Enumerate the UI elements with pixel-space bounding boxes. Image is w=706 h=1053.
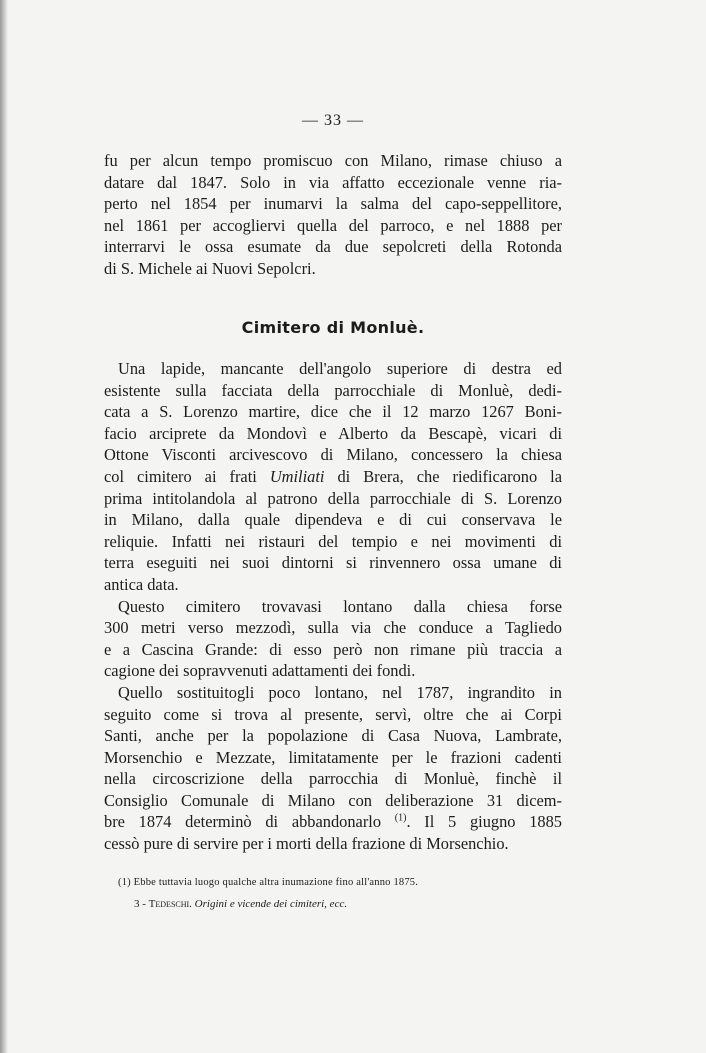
signature-line: [134, 898, 347, 910]
text-line: 300 metri verso mezzodì, sulla via che conduce a Tagliedo: [104, 618, 562, 638]
text-line: in Milano, dalla quale dipendeva e di cui conservava le: [104, 510, 562, 530]
text-line: Santi, anche per la popolazione di Casa Nuova, Lambrate,: [104, 726, 562, 746]
text-line: datare dal 1847. Solo in via affatto eccezionale venne ria-: [104, 172, 562, 192]
footnote-reference: (1): [394, 813, 407, 824]
text-segment: di Brera, che riedificarono la: [324, 466, 562, 486]
text-line: Consiglio Comunale di Milano con deliberazione 31 dicem-: [104, 790, 562, 810]
text-line: Ottone Visconti arcivescovo di Milano, concessero la chiesa: [104, 445, 562, 465]
paragraph-continuation: [104, 150, 562, 280]
text-line: nella circoscrizione della parrocchia di Monluè, finchè il: [104, 769, 562, 789]
text-line: fu per alcun tempo promiscuo con Milano, rimase chiuso a: [104, 151, 562, 170]
footnote-marker: (1): [118, 877, 131, 888]
text-line: Una lapide, mancante dell'angolo superiore di destra ed: [118, 359, 562, 378]
text-line: facio arciprete da Mondovì e Alberto da Bescapè, vicari di: [104, 423, 562, 443]
text-line: nel 1861 per accogliervi quella del parroco, e nel 1888 per: [104, 215, 562, 235]
italic-term: Umiliati: [269, 466, 325, 486]
text-line: antica data.: [104, 574, 179, 594]
text-line: seguito come si trova al presente, servì, oltre che ai Corpi: [104, 704, 562, 724]
text-line: cata a S. Lorenzo martire, dice che il 12 marzo 1267 Boni-: [104, 402, 562, 422]
text-line: cessò pure di servire per i morti della frazione di Morsenchio.: [104, 834, 509, 854]
text-line: Questo cimitero trovavasi lontano dalla chiesa forse: [118, 596, 562, 616]
text-line: Quello sostituitogli poco lontano, nel 1787, ingrandito in: [118, 682, 562, 702]
text-line: esistente sulla facciata della parrocchiale di Monluè, dedi-: [104, 380, 562, 400]
text-segment: col cimitero ai frati: [104, 466, 270, 486]
section-heading: Cimitero di Monluè.: [241, 318, 425, 337]
text-line: [104, 466, 562, 488]
signature-number: 3 -: [134, 898, 146, 910]
signature-title: Origini e vicende dei cimiteri, ecc.: [194, 898, 348, 910]
text-segment: . Il 5 giugno 1885: [406, 812, 562, 832]
footnote-text: Ebbe tuttavia luogo qualche altra inumazione fino all'anno 1875.: [133, 877, 419, 888]
text-line: prima intitolandola al patrono della parrocchiale di S. Lorenzo: [104, 488, 562, 508]
page-edge-shadow: [0, 0, 8, 1053]
text-line: reliquie. Infatti nei ristauri del tempio e nei movimenti di: [104, 531, 562, 551]
page-number: — 33 —: [302, 112, 364, 129]
text-line: perto nel 1854 per inumarvi la salma del capo-seppellitore,: [104, 194, 562, 214]
text-line: di S. Michele ai Nuovi Sepolcri.: [104, 258, 316, 278]
text-line: cagione dei sopravvenuti adattamenti dei fondi.: [104, 661, 416, 681]
text-segment: bre 1874 determinò di abbandonarlo: [104, 812, 395, 832]
text-line: terra eseguiti nei suoi dintorni si rinvennero ossa umane di: [104, 553, 562, 573]
text-line: interrarvi le ossa esumate da due sepolcreti della Rotonda: [104, 237, 562, 257]
section-body: [104, 358, 562, 855]
footnote: [118, 877, 418, 888]
text-line: Morsenchio e Mezzate, limitatamente per le frazioni cadenti: [104, 747, 562, 767]
signature-author: Tedeschi.: [148, 898, 192, 910]
text-line: [104, 811, 562, 833]
text-line: e a Cascina Grande: di esso però non rimane più traccia a: [104, 639, 562, 659]
